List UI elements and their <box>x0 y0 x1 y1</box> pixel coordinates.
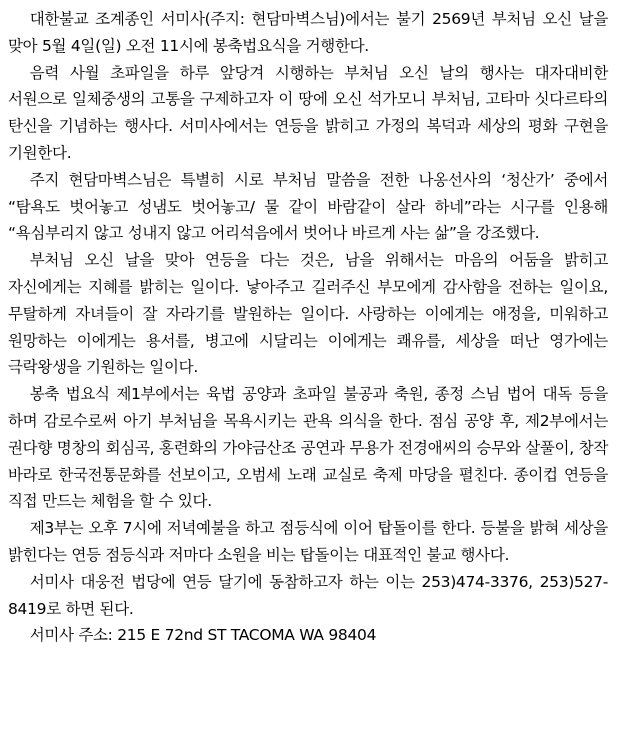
article-paragraph-program-part3: 제3부는 오후 7시에 저녁예불을 하고 점등식에 이어 탑돌이를 한다. 등불을 밝혀 세상을 밝힌다는 연등 점등식과 저마다 소원을 비는 탑돌이는 대표적인 불교 행사다. <box>8 519 608 564</box>
article-paragraph-lantern-meaning: 부처님 오신 날을 맞아 연등을 다는 것은, 남을 위해서는 마음의 어둠을 밝히고 자신에게는 지혜를 밝히는 일이다. 낳아주고 길러주신 부모에게 감사함을 전하는 일이요, 무탈하게 자녀들이 잘 자라기를 발원하는 일이다. 사랑하는 이에게는 애정을, 미워하고 원망하는 이에게는 용서를, 병고에 시달리는 이에게는 쾌유를, 세상을 떠난 영가에는 극락왕생을 기원하는 일이다. <box>8 251 608 377</box>
article-paragraph-contact: 서미사 대웅전 법당에 연등 달기에 동참하고자 하는 이는 253)474-3376, 253)527-8419로 하면 된다. <box>8 572 608 618</box>
article-paragraph-abbot-quote: 주지 현담마벽스님은 특별히 시로 부처님 말씀을 전한 나옹선사의 ‘청산가’ 중에서 “탐욕도 벗어놓고 성냄도 벗어놓고/ 물 같이 바람같이 살라 하네”라는 시구를 인용해 “욕심부리지 않고 성내지 않고 어리석음에서 벗어나 바르게 사는 삶”을 강조했다. <box>8 170 608 243</box>
article-paragraph-significance: 음력 사월 초파일을 하루 앞당겨 시행하는 부처님 오신 날의 행사는 대자대비한 서원으로 일체중생의 고통을 구제하고자 이 땅에 오신 석가모니 부처님, 고타마 싯다르타의 탄신을 기념하는 행사다. 서미사에서는 연등을 밝히고 가정의 복덕과 세상의 평화 구현을 기원한다. <box>8 63 608 162</box>
article-paragraph-intro: 대한불교 조계종인 서미사(주지: 현담마벽스님)에서는 불기 2569년 부처님 오신 날을 맞아 5월 4일(일) 오전 11시에 봉축법요식을 거행한다. <box>8 10 608 55</box>
article-paragraph-address: 서미사 주소: 215 E 72nd ST TACOMA WA 98404 <box>29 626 377 645</box>
article-paragraph-program-part1-2: 봉축 법요식 제1부에서는 육법 공양과 초파일 불공과 축원, 종정 스님 법어 대독 등을 하며 감로수로써 아기 부처님을 목욕시키는 관욕 의식을 한다. 점심 공양 후, 제2부에서는 권다향 명창의 회심곡, 홍련화의 가야금산조 공연과 무용가 전경애씨의 승무와 살풀이, 창작 바라로 한국전통문화를 선보이고, 오범세 노래 교실로 축제 마당을 펼친다. 종이컵 연등을 직접 만드는 체험을 할 수 있다. <box>8 385 608 511</box>
